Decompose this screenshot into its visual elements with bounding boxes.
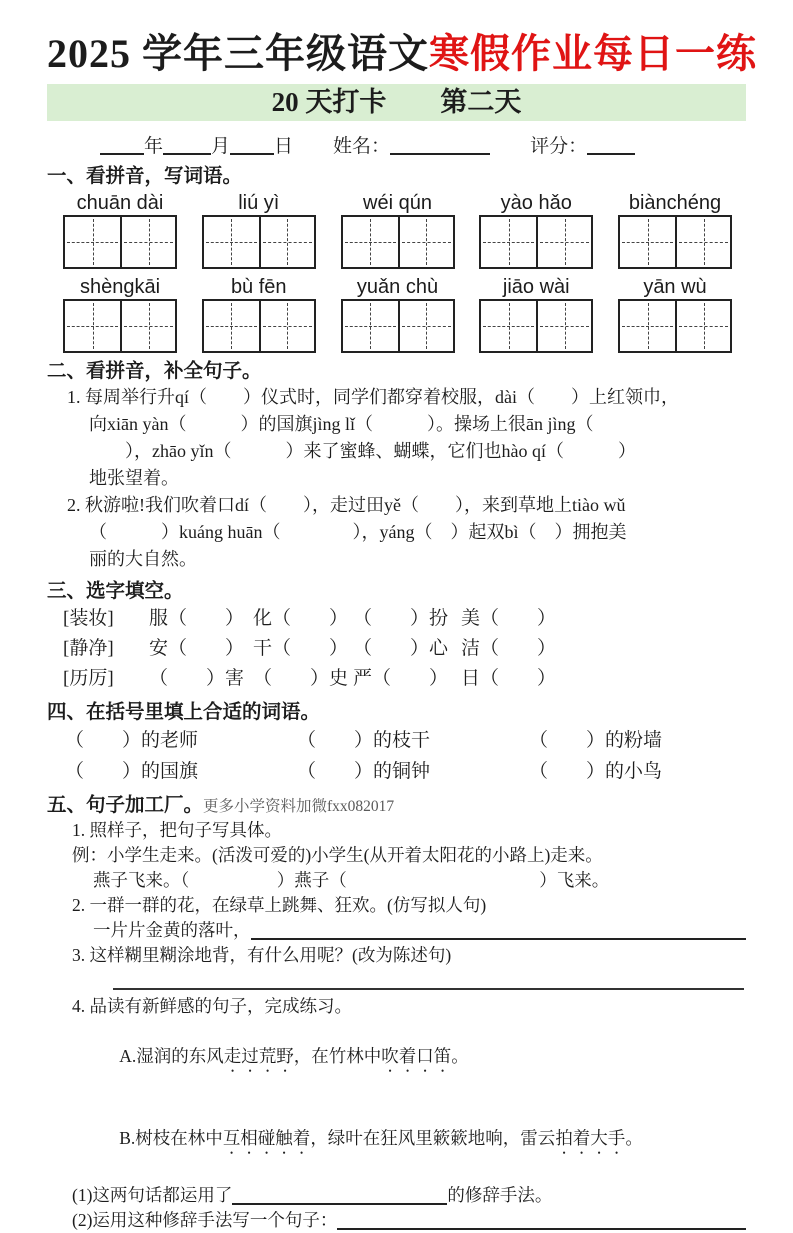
fill-item: 日（ ）: [461, 668, 557, 689]
date-line: [47, 130, 746, 158]
choose-character-row: [47, 634, 746, 664]
question-line: 丽的大自然。: [89, 549, 197, 569]
fill-item: （ ）的铜钟: [297, 761, 431, 782]
month-blank: [163, 138, 211, 155]
name-blank: [390, 138, 490, 155]
word-box: [618, 275, 732, 353]
sentence-a-emphasis: 走过荒野: [223, 1046, 294, 1066]
tian-grid: [63, 215, 177, 269]
tian-grid: [618, 299, 732, 353]
question-line: 1. 照样子，把句子写具体。: [72, 820, 282, 840]
pinyin-label: yào hǎo: [500, 192, 572, 214]
fill-item: （ ）扮: [353, 608, 449, 629]
tian-cell: [620, 217, 675, 267]
question-line: 2. 秋游啦!我们吹着口dí（ ），走过田yě（ ），来到草地上tiào wǔ: [67, 495, 626, 515]
tian-cell: [398, 301, 453, 351]
tian-cell: [120, 301, 175, 351]
section-5: [47, 794, 746, 1233]
tian-cell: [398, 217, 453, 267]
pinyin-label: shèngkāi: [79, 276, 161, 298]
tian-cell: [65, 301, 120, 351]
score-label: 评分：: [530, 136, 588, 157]
fill-item: （ ）的枝干: [297, 730, 431, 751]
tian-cell: [259, 301, 314, 351]
tian-cell: [343, 301, 398, 351]
tian-grid: [618, 215, 732, 269]
fill-item: （ ）的国旗: [65, 761, 199, 782]
fill-item: （ ）的粉墙: [529, 730, 663, 751]
fill-item: （ ）史: [253, 668, 349, 689]
fill-item: 美（ ）: [461, 608, 557, 629]
tian-grid: [63, 299, 177, 353]
title-black: 2025 学年三年级语文: [47, 31, 429, 76]
day-label: 日: [274, 136, 294, 157]
sentence-b-text: ，绿叶在狂风里簌簌地响，雷云: [310, 1128, 556, 1148]
tian-cell: [675, 217, 730, 267]
fill-item: （ ）心: [353, 638, 449, 659]
fill-item: （ ）害: [149, 668, 245, 689]
character-options: [静净]: [63, 638, 114, 659]
sentence-a-emphasis: 吹着口笛: [381, 1046, 452, 1066]
sentence-b-emphasis: 拍着大手: [555, 1128, 626, 1148]
sentence-b: [47, 1101, 746, 1183]
word-box: [202, 275, 316, 353]
tian-cell: [120, 217, 175, 267]
tian-cell: [675, 301, 730, 351]
answer-line: [113, 968, 744, 990]
day-banner: 20 天打卡 第二天: [47, 84, 746, 121]
question-line: 3. 这样糊里糊涂地背，有什么用呢？(改为陈述句): [72, 945, 452, 965]
pinyin-word-row-2: [63, 275, 732, 353]
word-phrase-row: [47, 756, 746, 787]
pinyin-label: yān wù: [643, 276, 707, 298]
choose-character-row: [47, 604, 746, 634]
question-prefix: (2)运用这种修辞手法写一个句子：: [72, 1210, 338, 1230]
word-box: [63, 191, 177, 269]
fill-item: 洁（ ）: [461, 638, 557, 659]
tian-grid: [341, 299, 455, 353]
character-options: [历厉]: [63, 668, 114, 689]
question-line: 地张望着。: [89, 468, 179, 488]
section-3: [47, 580, 746, 694]
sentence-a-text: 。: [451, 1046, 469, 1066]
tian-grid: [341, 215, 455, 269]
sentence-a-text: ，在竹林中: [293, 1046, 382, 1066]
word-box: [63, 275, 177, 353]
question-line: 向xiān yàn（ ）的国旗jìng lǐ（ ）。操场上很ān jìng（: [89, 414, 594, 434]
pinyin-label: bù fēn: [230, 276, 287, 298]
sentence-a-text: A.湿润的东风: [119, 1046, 224, 1066]
fill-item: 化（ ）: [253, 608, 349, 629]
question-line: ），zhāo yǐn（ ）来了蜜蜂、蝴蝶，它们也hào qí（ ）: [89, 441, 636, 461]
page-title: [47, 30, 757, 78]
sentence-b-text: B.树枝在林中: [119, 1128, 223, 1148]
tian-cell: [259, 217, 314, 267]
word-box: [202, 191, 316, 269]
section-2-heading: 二、看拼音，补全句子。: [47, 361, 262, 382]
section-2: [47, 360, 746, 573]
tian-cell: [481, 217, 536, 267]
answer-blank: [232, 1188, 447, 1205]
word-phrase-row: [47, 725, 746, 756]
pinyin-label: biànchéng: [628, 192, 722, 214]
section-4-heading: 四、在括号里填上合适的词语。: [47, 702, 321, 723]
choose-character-row: [47, 664, 746, 694]
answer-blank: [251, 923, 747, 940]
tian-cell: [620, 301, 675, 351]
tian-grid: [202, 299, 316, 353]
answer-blank: [337, 1213, 746, 1230]
sub-question-2: [47, 1208, 746, 1233]
month-label: 月: [211, 136, 231, 157]
tian-grid: [202, 215, 316, 269]
sentence-b-text: 。: [625, 1128, 643, 1148]
section-4: [47, 701, 746, 787]
character-options: [装妆]: [63, 608, 114, 629]
year-blank: [100, 138, 144, 155]
pinyin-word-row-1: [63, 191, 732, 269]
tian-cell: [204, 301, 259, 351]
pinyin-label: yuǎn chù: [356, 276, 439, 298]
pinyin-label: jiāo wài: [502, 276, 570, 298]
pinyin-label: liú yì: [238, 192, 280, 214]
year-label: 年: [144, 136, 164, 157]
question-prefix: (1)这两句话都运用了: [72, 1185, 233, 1205]
example-answer-line: 燕子飞来。（ ）燕子（ ）飞来。: [93, 870, 610, 890]
sentence-b-emphasis: 互相碰触着: [222, 1128, 311, 1148]
pinyin-label: chuān dài: [76, 192, 164, 214]
tian-cell: [481, 301, 536, 351]
question-suffix: 的修辞手法。: [447, 1185, 553, 1205]
fill-item: （ ）的老师: [65, 730, 199, 751]
question-line: 4. 品读有新鲜感的句子，完成练习。: [72, 996, 352, 1016]
tian-cell: [343, 217, 398, 267]
section-1: [47, 165, 746, 353]
example-line: 例：小学生走来。(活泼可爱的)小学生(从开着太阳花的小路上)走来。: [72, 845, 603, 865]
tian-grid: [479, 215, 593, 269]
fill-item: （ ）的小鸟: [529, 761, 663, 782]
fill-item: 安（ ）: [149, 638, 245, 659]
word-box: [341, 275, 455, 353]
name-label: 姓名：: [333, 136, 391, 157]
word-box: [479, 275, 593, 353]
sentence-a: [47, 1019, 746, 1101]
section-1-heading: 一、看拼音，写词语。: [47, 166, 243, 187]
tian-cell: [536, 301, 591, 351]
answer-row: [47, 918, 746, 943]
pinyin-label: wéi qún: [363, 192, 432, 214]
word-box: [618, 191, 732, 269]
tian-cell: [204, 217, 259, 267]
word-box: [341, 191, 455, 269]
tian-grid: [479, 299, 593, 353]
tian-cell: [65, 217, 120, 267]
score-blank: [587, 138, 635, 155]
fill-item: 干（ ）: [253, 638, 349, 659]
tian-cell: [536, 217, 591, 267]
word-box: [479, 191, 593, 269]
question-line: 1. 每周举行升qí（ ）仪式时，同学们都穿着校服，dài（ ）上红领巾，: [67, 387, 679, 407]
answer-prefix: 一片片金黄的落叶，: [93, 920, 251, 940]
section-5-heading: 五、句子加工厂。: [47, 795, 204, 816]
section-3-heading: 三、选字填空。: [47, 581, 184, 602]
sub-question-1: [47, 1183, 746, 1208]
day-blank: [230, 138, 274, 155]
watermark: 更多小学资料加微fxx082017: [203, 798, 395, 815]
question-line: 2. 一群一群的花，在绿草上跳舞、狂欢。(仿写拟人句): [72, 895, 487, 915]
question-line: （ ）kuáng huān（ ），yáng（ ）起双bì（ ）拥抱美: [89, 522, 627, 542]
title-red: 寒假作业每日一练: [429, 31, 757, 76]
fill-item: 严（ ）: [353, 668, 449, 689]
fill-item: 服（ ）: [149, 608, 245, 629]
